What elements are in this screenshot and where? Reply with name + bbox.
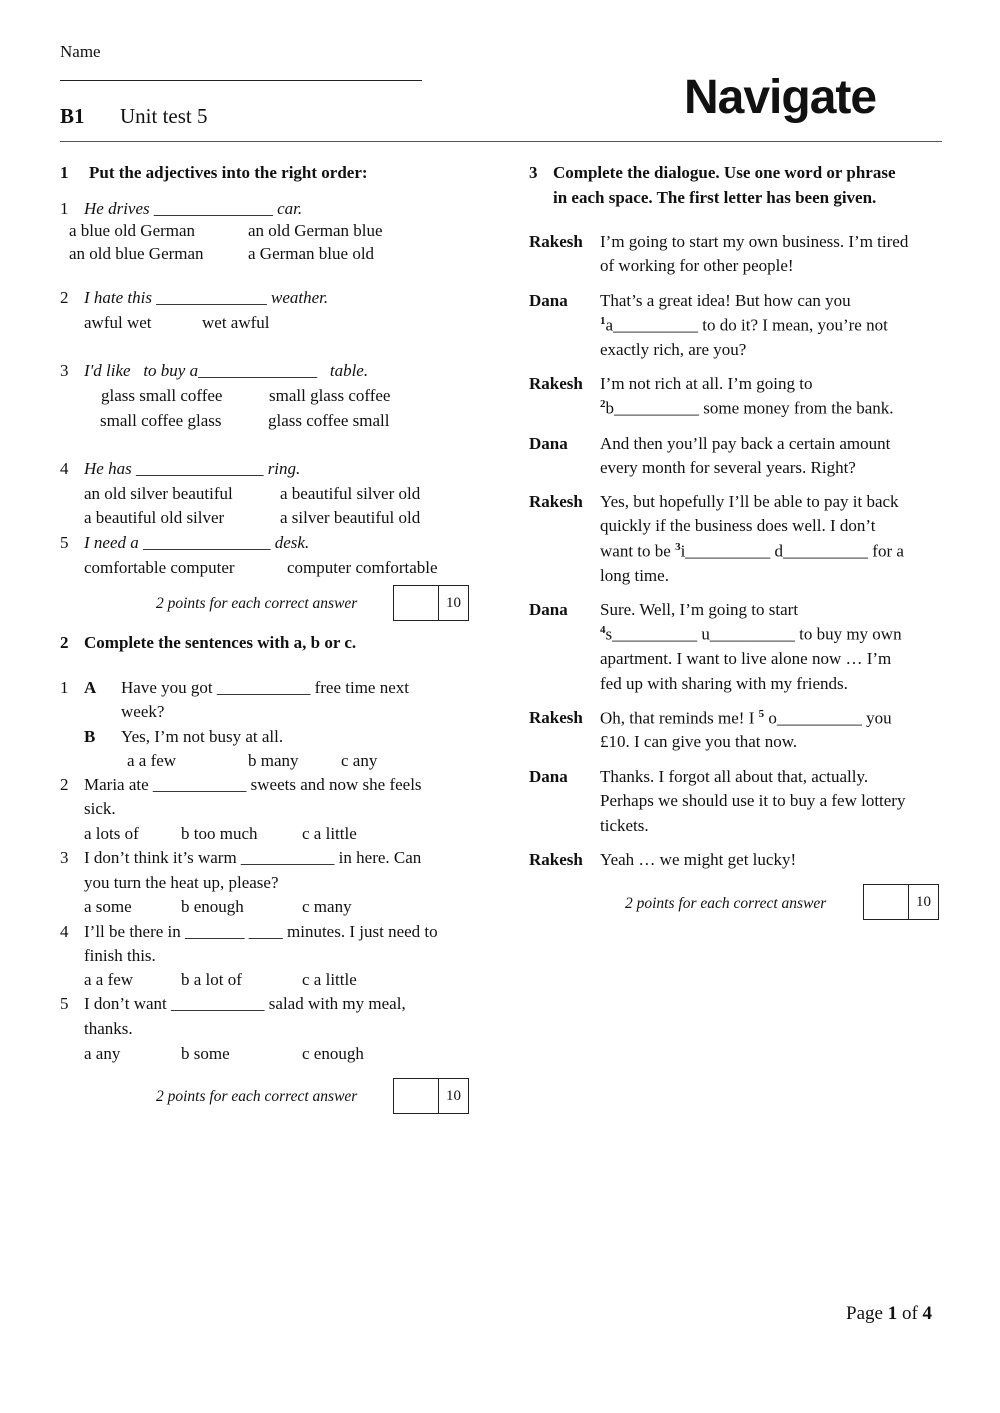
s2-q1-line: week? [121,702,165,721]
of-word: of [901,1303,918,1324]
dialogue-line: Perhaps we should use it to buy a few lottery [600,791,906,810]
q5-option[interactable]: comfortable computer [84,558,235,577]
dialogue-gap-line[interactable] [600,541,904,562]
score-max: 10 [438,1079,468,1113]
section-3-instruction: Complete the dialogue. Use one word or phrase [553,163,896,182]
s2-q3-option[interactable]: b enough [181,897,244,916]
s2-q3-option[interactable]: a some [84,897,132,916]
section-3-instruction: in each space. The first letter has been given. [553,188,877,207]
level-label: B1 [60,104,85,128]
s2-q4-line: finish this. [84,946,156,965]
dialogue-line: a__________ to do it? I mean, you’re not [605,315,888,335]
gap-number: 2 [600,398,606,410]
s2-q5-option[interactable]: c enough [302,1044,364,1063]
dialogue-gap-line[interactable] [600,315,888,336]
dialogue-line: Oh, that reminds me! I [600,708,759,728]
s2-q1-option[interactable]: b many [248,751,299,770]
q4-option[interactable]: a silver beautiful old [280,508,421,527]
q5-number: 5 [60,533,69,552]
dialogue-line: Yes, but hopefully I’ll be able to pay it back [600,492,899,511]
dialogue-line: o__________ you [764,708,892,728]
s2-q1-option[interactable]: c any [341,751,378,770]
q3-option[interactable]: glass small coffee [101,386,223,405]
q5-option[interactable]: computer comfortable [287,558,438,577]
dialogue-line: £10. I can give you that now. [600,732,798,751]
dialogue-line: Yeah … we might get lucky! [600,850,797,869]
s2-q2-option[interactable]: b too much [181,824,258,843]
score-box[interactable] [863,884,939,920]
q4-option[interactable]: a beautiful old silver [84,508,225,527]
section-1-number: 1 [60,163,69,182]
gap-number: 3 [675,541,681,553]
dialogue-line: And then you’ll pay back a certain amount [600,434,891,453]
gap-number: 5 [758,708,765,720]
s2-q1-option[interactable]: a a few [127,751,177,770]
q1-option[interactable]: a German blue old [248,244,375,263]
s2-q2-option[interactable]: a lots of [84,824,139,843]
dialogue-line: apartment. I want to live alone now … I’m [600,649,892,668]
q1-option[interactable]: an old German blue [248,221,383,240]
header-divider [60,141,942,142]
s2-q1-line: Have you got ___________ free time next [121,678,409,697]
score-box[interactable] [393,585,469,621]
speaker-name: Rakesh [529,850,583,869]
dialogue-line: Thanks. I forgot all about that, actually. [600,767,869,786]
gap-number: 4 [600,624,606,636]
s2-q3-line: I don’t think it’s warm ___________ in here. Can [84,848,422,867]
dialogue-gap-line[interactable] [600,708,892,729]
q4-option[interactable]: a beautiful silver old [280,484,421,503]
s2-q3-line: you turn the heat up, please? [84,873,279,892]
page-total: 4 [922,1303,933,1324]
dialogue-line: tickets. [600,816,649,835]
speaker-name: Dana [529,434,568,453]
points-note: 2 points for each correct answer [625,895,827,912]
dialogue-line: quickly if the business does well. I don’t [600,516,876,535]
q2-number: 2 [60,288,69,307]
q1-option[interactable]: a blue old German [69,221,196,240]
s2-q1-line: Yes, I’m not busy at all. [121,727,284,746]
s2-q5-option[interactable]: b some [181,1044,230,1063]
q2-option[interactable]: awful wet [84,313,152,332]
section-1-instruction: Put the adjectives into the right order: [89,163,368,182]
s2-q5-line: I don’t want ___________ salad with my meal, [84,994,406,1013]
q3-option[interactable]: glass coffee small [268,411,390,430]
q5-stem: I need a _______________ desk. [84,533,310,552]
speaker-name: Rakesh [529,232,583,251]
dialogue-line: i__________ d__________ for a [680,541,904,561]
page-word: Page [846,1303,883,1324]
dialogue-line: of working for other people! [600,256,794,275]
dialogue-line: b__________ some money from the bank. [605,398,894,418]
dialogue-line: I’m not rich at all. I’m going to [600,374,813,393]
score-max: 10 [438,586,468,620]
speaker-name: Dana [529,600,568,619]
s2-q3-number: 3 [60,848,69,867]
name-label: Name [60,42,101,61]
speaker-name: Dana [529,767,568,786]
s2-q1-speaker-a: A [84,678,97,697]
s2-q1-number: 1 [60,678,69,697]
s2-q3-option[interactable]: c many [302,897,352,916]
q1-option[interactable]: an old blue German [69,244,204,263]
dialogue-line: exactly rich, are you? [600,340,747,359]
score-box[interactable] [393,1078,469,1114]
speaker-name: Rakesh [529,374,583,393]
dialogue-line: every month for several years. Right? [600,458,856,477]
speaker-name: Rakesh [529,492,583,511]
s2-q5-line: thanks. [84,1019,133,1038]
q4-stem: He has _______________ ring. [84,459,301,478]
dialogue-line: Sure. Well, I’m going to start [600,600,799,619]
dialogue-line: long time. [600,566,669,585]
speaker-name: Rakesh [529,708,583,727]
q3-stem: I'd like to buy a______________ table. [84,361,369,380]
q3-number: 3 [60,361,69,380]
q4-option[interactable]: an old silver beautiful [84,484,233,503]
s2-q4-line: I’ll be there in _______ ____ minutes. I just need to [84,922,438,941]
s2-q5-option[interactable]: a any [84,1044,121,1063]
q3-option[interactable]: small coffee glass [100,411,222,430]
dialogue-line: I’m going to start my own business. I’m tired [600,232,909,251]
s2-q2-line: sick. [84,799,116,818]
dialogue-gap-line[interactable] [600,398,894,419]
section-2-number: 2 [60,633,69,652]
section-3-number: 3 [529,163,538,182]
s2-q5-number: 5 [60,994,69,1013]
q1-number: 1 [60,199,69,218]
brand-logo: Navigate [684,71,877,124]
s2-q4-option[interactable]: a a few [84,970,134,989]
s2-q1-speaker-b: B [84,727,96,746]
dialogue-line: fed up with sharing with my friends. [600,674,848,693]
page-number: 1 [887,1303,898,1324]
section-2-instruction: Complete the sentences with a, b or c. [84,633,357,652]
speaker-name: Dana [529,291,568,310]
s2-q4-number: 4 [60,922,69,941]
q4-number: 4 [60,459,69,478]
q3-option[interactable]: small glass coffee [269,386,391,405]
s2-q4-option[interactable]: b a lot of [181,970,242,989]
page-indicator [846,1303,932,1325]
dialogue-line: s__________ u__________ to buy my own [605,624,902,644]
s2-q4-option[interactable]: c a little [302,970,357,989]
s2-q2-number: 2 [60,775,69,794]
q2-stem: I hate this _____________ weather. [84,288,329,307]
dialogue-line: want to be [600,541,676,561]
points-note: 2 points for each correct answer [156,1088,358,1105]
test-title: Unit test 5 [120,104,208,128]
score-max: 10 [908,885,938,919]
name-field[interactable] [60,80,422,81]
s2-q2-option[interactable]: c a little [302,824,357,843]
s2-q2-line: Maria ate ___________ sweets and now she feels [84,775,422,794]
dialogue-gap-line[interactable] [600,624,902,645]
q2-option[interactable]: wet awful [202,313,270,332]
gap-number: 1 [600,315,606,327]
points-note: 2 points for each correct answer [156,595,358,612]
dialogue-line: That’s a great idea! But how can you [600,291,851,310]
q1-stem: He drives ______________ car. [84,199,303,218]
